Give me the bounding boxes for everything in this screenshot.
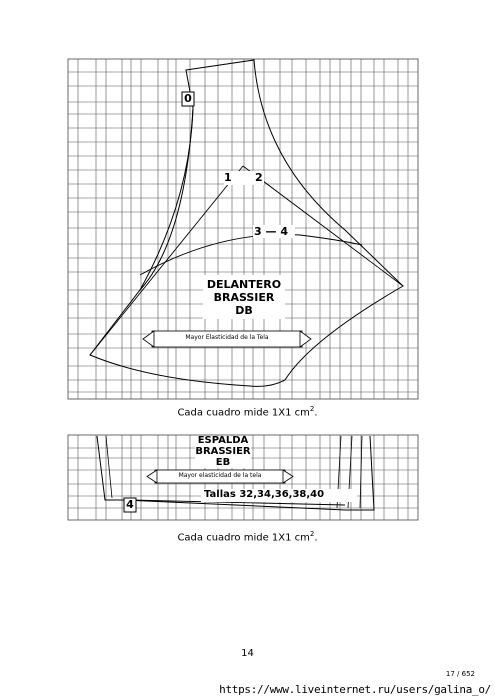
front-arrow-label: Mayor Elasticidad de la Tela (185, 334, 269, 341)
front-caption-sup: 2 (309, 405, 315, 413)
point-label-0: 0 (184, 92, 192, 105)
back-caption-sup: 2 (309, 530, 315, 538)
back-title-line-3: EB (215, 457, 231, 468)
back-pattern-title (190, 435, 256, 468)
page-counter: 17 / 652 (445, 670, 475, 678)
point-label-4: 4 (126, 498, 134, 511)
back-side-1 (106, 436, 112, 498)
back-title-line-2: BRASSIER (195, 446, 251, 457)
front-caption-end: . (314, 407, 318, 419)
page-number: 14 (241, 648, 254, 659)
back-arrow-label: Mayor elasticidad de la tela (178, 472, 262, 479)
back-caption (0, 530, 495, 543)
front-title-line-3: DB (235, 304, 253, 317)
front-caption-text: Cada cuadro mide 1X1 cm (177, 407, 310, 419)
point-label-2: 2 (255, 171, 263, 184)
point-label-1: 1 (224, 171, 232, 184)
sizes-label: Tallas 32,34,36,38,40 (204, 489, 325, 500)
back-caption-text: Cada cuadro mide 1X1 cm (177, 532, 310, 544)
front-title-line-1: DELANTERO (206, 278, 282, 291)
back-title-line-1: ESPALDA (197, 435, 249, 446)
front-title-line-2: BRASSIER (213, 291, 275, 304)
source-url: https://www.liveinternet.ru/users/galina_o/ (219, 683, 491, 696)
point-label-3-4: 3 — 4 (254, 225, 288, 238)
back-caption-end: . (314, 532, 318, 544)
